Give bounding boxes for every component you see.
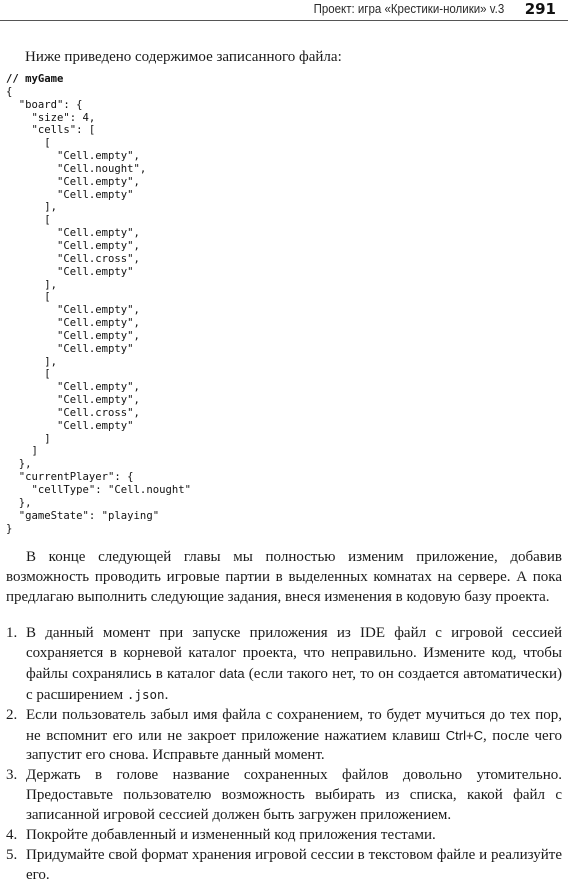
task-text: , после чего запустит его снова. Исправьте данный момент.: [26, 727, 562, 764]
task-text: Покройте добавленный и измененный код приложения тестами.: [26, 827, 436, 844]
task-text: Придумайте свой формат хранения игровой сессии в текстовом файле и реализуйте его.: [26, 846, 562, 883]
inline-code: .json: [126, 686, 165, 702]
task-item-2: [6, 706, 562, 767]
key-combination: Ctrl+C: [445, 727, 483, 743]
intro-text: Ниже приведено содержимое записанного файла:: [25, 49, 342, 65]
task-number: 5.: [6, 846, 18, 863]
task-item-5: [6, 846, 562, 886]
code-comment: // myGame: [6, 73, 64, 85]
body-paragraph: В конце следующей главы мы полностью изменим приложение, добавив возможность проводить игровые партии в выделенных комнатах на сервере. А пока предлагаю выполнить следующие задания, внеся изменения в кодовую базу проекта.: [6, 549, 562, 605]
task-text: Держать в голове название сохраненных файлов довольно утомительно. Предоставьте пользователю возможность выбирать из списка, какой файл с записанной игровой сессией должен быть загружен приложением.: [26, 767, 562, 824]
page-header: [0, 0, 568, 24]
task-text: .: [164, 686, 169, 703]
code-body: { "board": { "size": 4, "cells": [ [ "Cell.empty", "Cell.nought", "Cell.empty", "Cell.empty" ], [ "Cell.empty", "Cell.empty", "Cell.cross", "Cell.empty" ], [ "Cell.empty", "Cell.empty", "Cell.empty", "Cell.empty" ], [ "Cell.empty", "Cell.empty", "Cell.cross", "Cell.empty" ] ] }, "currentPlayer": { "cellType": "Cell.nought" }, "gameState": "playing" }: [6, 85, 191, 535]
task-number: 1.: [6, 625, 18, 641]
task-text: В данный момент при запуске приложения из IDE файл с игровой сессией сохраняется в корневой каталог проекта, что неправильно. Измените код, чтобы файлы сохранялись в каталог: [26, 625, 562, 682]
task-item-3: [6, 766, 562, 826]
task-text: (если такого нет, то он создается автоматически) с расширением: [26, 665, 562, 703]
code-listing: [6, 73, 191, 535]
inline-code: data: [219, 665, 245, 681]
task-item-4: [6, 826, 562, 846]
task-text: Если пользователь забыл имя файла с сохранением, то будет мучиться до тех пор, не вспомнит его или не закроет приложение нажатием клавиш: [26, 706, 562, 744]
task-number: 3.: [6, 767, 18, 784]
task-item-1: [6, 624, 562, 706]
task-list: [6, 624, 562, 886]
running-title: Проект: игра «Крестики-нолики» v.3: [313, 2, 504, 16]
page-number: 291: [524, 0, 556, 18]
task-number: 2.: [6, 706, 18, 723]
header-rule: [0, 20, 568, 21]
task-number: 4.: [6, 827, 18, 844]
